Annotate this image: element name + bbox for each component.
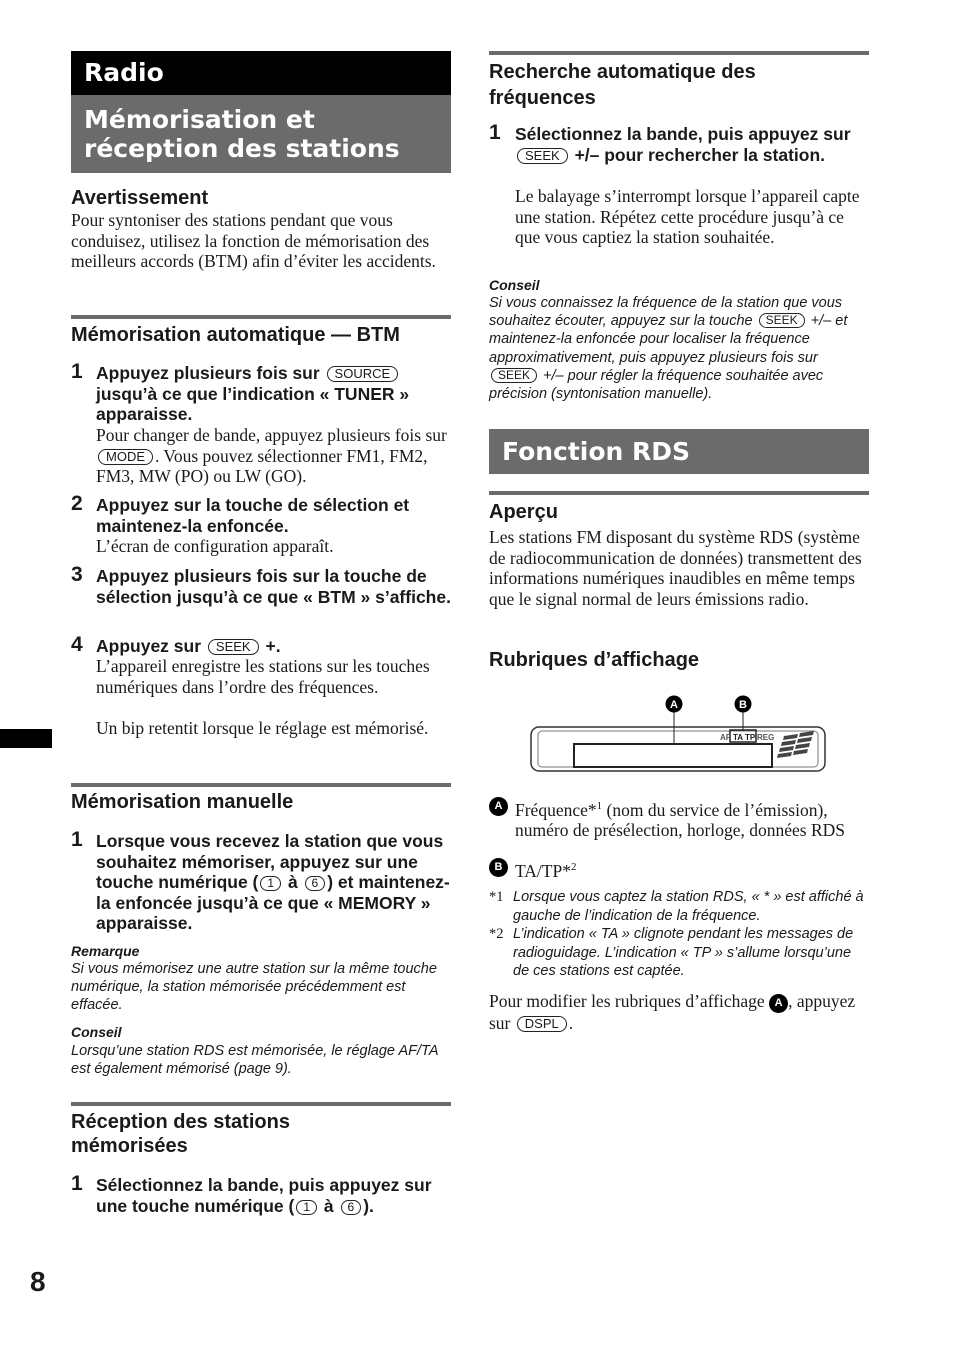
radio-title: Radio [84,58,164,87]
divider [71,315,451,319]
footnote-1: Lorsque vous captez la station RDS, « * » est affiché à gauche de l’indication de la fréquence. [513,889,864,924]
panel-reg-label: REG [757,733,775,742]
seek-key: SEEK [759,313,805,328]
warning-heading: Avertissement [71,187,209,209]
btm-step-2: Appuyez sur la touche de sélection et maintenez-la enfoncée. [96,495,410,536]
btm-step-2-body: L’écran de configuration apparaît. [96,536,334,556]
step-number: 4 [71,633,83,656]
recall-step-1: Sélectionnez la bande, puis appuyez sur une touche numérique ( 1 à 6 ). [96,1175,432,1216]
overview-text: Les stations FM disposant du système RDS (système de radiocommunication de données) transmettent des informations numériques inaudibles en même temps que le signal normal de leurs émissions radio. [489,527,862,609]
side-tab [0,729,52,748]
seek-key: SEEK [517,148,568,164]
item-a: A Fréquence*$^1$ (nom du service de l’émission), numéro de présélection, horloge, données RDS [489,796,869,841]
display-illustration [528,694,828,774]
btm-step-1: Appuyez plusieurs fois sur SOURCE jusqu’à ce que l’indication « TUNER » apparaisse. [96,363,410,424]
warning-text: Pour syntoniser des stations pendant que vous conduisez, utilisez la fonction de mémorisation des meilleurs accords (BTM) afin d’éviter les accidents. [71,210,436,271]
step-number: 1 [71,360,83,383]
item-b: B TA/TP*$^2$ [489,857,869,881]
remark-text: Si vous mémorisez une autre station sur la même touche numérique, la station mémorisée précédemment est effacée. [71,961,437,1014]
section-title-bar [71,95,451,173]
btm-step-4: Appuyez sur SEEK +. [96,636,281,656]
change-display-text: Pour modifier les rubriques d’affichage A , appuyez sur DSPL . [489,991,856,1033]
panel-ta-label: TA [733,733,744,742]
btm-step-4-body-2: Un bip retentit lorsque le réglage est mémorisé. [96,718,429,738]
preset-6-key: 6 [305,876,326,891]
footnote-2: L’indication « TA » clignote pendant les messages de radioguidage. L’indication « TP » s’allume lorsqu’une de ces stations est captée. [513,926,854,979]
manual-heading: Mémorisation manuelle [71,791,294,813]
seek-key: SEEK [208,639,259,655]
panel-tp-label: TP [745,733,756,742]
page-number: 8 [30,1266,46,1297]
step-number: 1 [489,121,501,144]
divider [489,51,869,55]
preset-1-key: 1 [296,1200,317,1215]
auto-step-1-body: Le balayage s’interrompt lorsque l’appareil capte une station. Répétez cette procédure jusqu’à ce que vous captiez la station souhaitée. [515,186,860,247]
btm-heading: Mémorisation automatique — BTM [71,324,400,346]
preset-1-key: 1 [260,876,281,891]
item-b-marker: B [489,858,508,877]
tip-text: Si vous connaissez la fréquence de la station que vous souhaitez écouter, appuyez sur la touche SEEK +/– et maintenez-la enfoncée pour localiser la fréquence approximativement, puis appuyez plusieurs fois sur SEEK +/– pour régler la fréquence souhaitée avec précision (syntonisation manuelle). [489,295,848,403]
divider [71,1102,451,1106]
btm-step-3: Appuyez plusieurs fois sur la touche de sélection jusqu’à ce que « BTM » s’affiche. [96,566,451,607]
item-a-marker: A [489,797,508,816]
btm-step-1-body: Pour changer de bande, appuyez plusieurs fois sur MODE . Vous pouvez sélectionner FM1, FM2, FM3, MW (PO) ou LW (GO). [96,425,447,486]
tip-title: Conseil [489,277,540,293]
change-marker: A [769,994,788,1013]
rds-title: Fonction RDS [502,437,691,466]
mode-key: MODE [98,449,153,465]
section-title: Mémorisation et réception des stations [84,105,400,163]
frequency-area [574,744,772,767]
marker-b-label: B [739,699,747,711]
display-heading: Rubriques d’affichage [489,649,700,671]
seek-key: SEEK [491,368,537,383]
rds-title-bar [489,429,869,474]
tip-title: Conseil [71,1024,122,1040]
footnote-2-mark: *2 [489,926,504,942]
step-number: 3 [71,563,83,586]
step-number: 1 [71,828,83,851]
remark-title: Remarque [71,943,140,959]
divider [489,491,869,495]
overview-heading: Aperçu [489,501,558,523]
marker-a-label: A [670,699,678,711]
tip-text: Lorsqu’une station RDS est mémorisée, le réglage AF/TA est également mémorisé (page 9). [71,1043,438,1078]
auto-search-heading: Recherche automatique des fréquences [489,61,756,109]
preset-6-key: 6 [341,1200,362,1215]
dspl-key: DSPL [517,1016,567,1032]
recall-heading: Réception des stations mémorisées [71,1111,290,1157]
step-number: 2 [71,492,83,515]
display-panel-svg [528,694,828,774]
manual-step-1: Lorsque vous recevez la station que vous souhaitez mémoriser, appuyez sur une touche numérique ( 1 à 6 ) et maintenez-la enfoncée jusqu’à ce que « MEMORY » apparaisse. [96,831,450,933]
footnote-1-mark: *1 [489,889,504,905]
panel-af-label: AF [720,733,731,742]
auto-step-1: Sélectionnez la bande, puis appuyez sur SEEK +/– pour rechercher la station. [515,124,851,165]
divider [71,783,451,787]
btm-step-4-body: L’appareil enregistre les stations sur les touches numériques dans l’ordre des fréquences. [96,656,430,697]
source-key: SOURCE [327,366,399,382]
radio-title-bar [71,51,451,95]
step-number: 1 [71,1172,83,1195]
